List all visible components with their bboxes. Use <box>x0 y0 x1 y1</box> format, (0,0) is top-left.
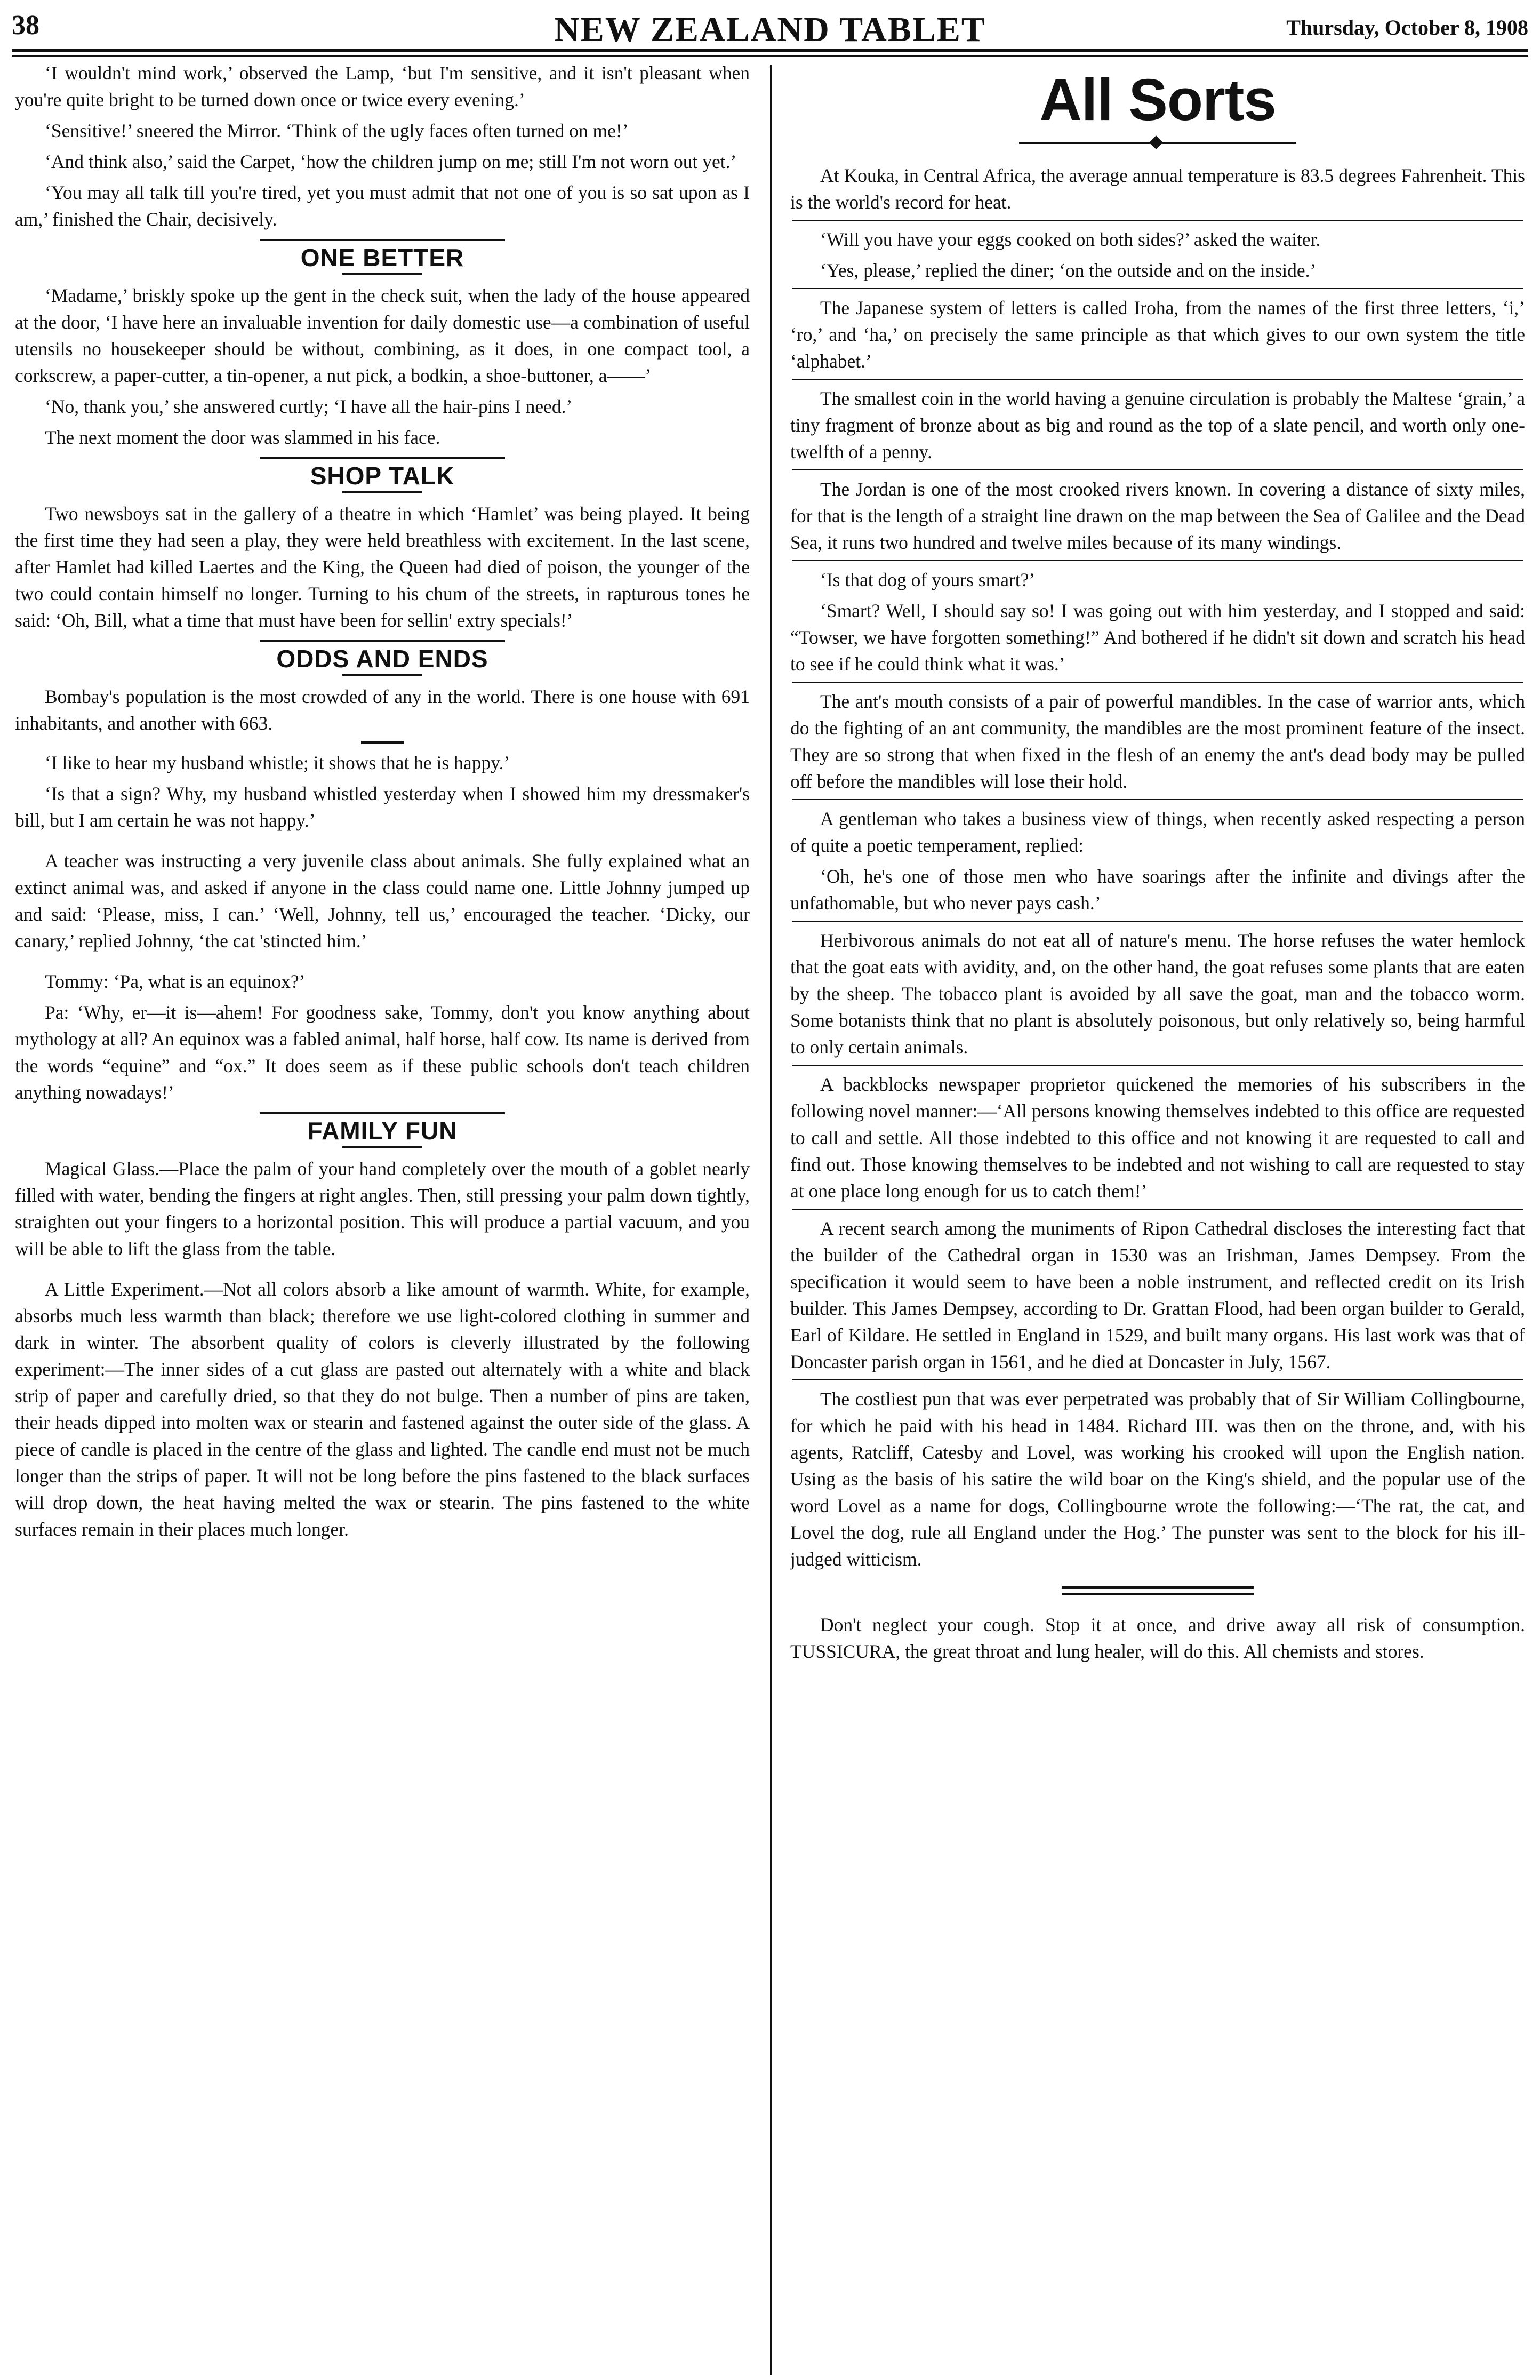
section-title: All Sorts <box>1039 67 1276 133</box>
paragraph: The Japanese system of letters is called Iroha, from the names of the first three letters, ‘i,’ ‘ro,’ and ‘ha,’ on precisely the same principle as that which gives to our own system the title ‘alphabet.’ <box>790 297 1525 372</box>
masthead <box>12 6 1528 50</box>
paragraph: The ant's mouth consists of a pair of powerful mandibles. In the case of warrior ants, which do the fighting of an ant community, the mandibles are the most prominent feature of the insect. They are so strong that when fixed in the flesh of an enemy the ant's dead body may be pulled off before the mandibles will lose their hold. <box>790 691 1525 792</box>
paragraph: Herbivorous animals do not eat all of nature's menu. The horse refuses the water hemlock that the goat eats with avidity, and, on the other hand, the goat refuses some plants that are eaten by the sheep. The tobacco plant is avoided by all save the goat, man and the tobacco worm. Some botanists think that no plant is absolutely poisonous, but only relatively so, being harmful to only certain animals. <box>790 930 1525 1058</box>
paragraph: Bombay's population is the most crowded of any in the world. There is one house with 691 inhabitants, and another with 663. <box>15 686 750 734</box>
paragraph: Two newsboys sat in the gallery of a theatre in which ‘Hamlet’ was being played. It being the first time they had seen a play, they were held breathless with excitement. In the last scene, after Hamlet had killed Laertes and the King, the Queen had died of poison, the younger of the two could contain himself no longer. Turning to his chum of the streets, in rapturous tones he said: ‘Oh, Bill, what a time that must have been for sellin' extry specials!’ <box>15 503 750 631</box>
paragraph: ‘Sensitive!’ sneered the Mirror. ‘Think of the ugly faces often turned on me!’ <box>45 120 629 141</box>
paragraph: The next moment the door was slammed in his face. <box>45 427 440 448</box>
paragraph: A teacher was instructing a very juvenile class about animals. She fully explained what an extinct animal was, and asked if anyone in the class could name one. Little Johnny jumped up and said: ‘Please, miss, I can.’ ‘Well, Johnny, tell us,’ encouraged the teacher. ‘Dicky, our canary,’ replied Johnny, ‘the cat 'stincted him.’ <box>15 850 750 952</box>
left-column <box>15 60 750 1547</box>
paragraph: ‘Oh, he's one of those men who have soarings after the infinite and divings after the unfathomable, but who never pays cash.’ <box>790 866 1525 914</box>
paragraph: A backblocks newspaper proprietor quickened the memories of his subscribers in the following novel manner:—‘All persons knowing themselves indebted to this office are requested to call and settle. All those indebted to this office and not knowing it are requested to call and find out. Those knowing themselves to be indebted and not wishing to call are requested to stay at one place long enough for us to catch them!’ <box>790 1074 1525 1202</box>
paragraph: The costliest pun that was ever perpetrated was probably that of Sir William Collingbourne, for which he paid with his head in 1484. Richard III. was then on the throne, and, with his agents, Ratcliff, Catesby and Lovel, was working his crooked will upon the English nation. Using as the basis of his satire the wild boar on the King's shield, and the popular use of the word Lovel as a name for dogs, Collingbourne wrote the following:—‘The rat, the cat, and Lovel the dog, rule all England under the Hog.’ The punster was sent to the block for his ill-judged witticism. <box>790 1388 1525 1570</box>
paragraph: A Little Experiment.—Not all colors absorb a like amount of warmth. White, for example, absorbs much less warmth than black; therefore we use light-colored clothing in summer and dark in winter. The absorbent quality of colors is cleverly illustrated by the following experiment:—The inner sides of a cut glass are pasted out alternately with a white and black strip of paper and carefully dried, so that they do not bulge. Then a number of pins are taken, their heads dipped into molten wax or stearin and fastened against the outer side of the glass. A piece of candle is placed in the centre of the glass and lighted. The candle end must not be much longer than the strips of paper. It will not be long before the pins fastened to the black surfaces will drop down, the heat having melted the wax or stearin. The pins fastened to the white surfaces remain in their places much longer. <box>15 1279 750 1540</box>
paragraph: ‘Smart? Well, I should say so! I was going out with him yesterday, and I stopped and said: “Towser, we have forgotten something!” And bothered if he didn't sit down and scratch his head to see if he could think what it was.’ <box>790 600 1525 675</box>
paragraph: Pa: ‘Why, er—it is—ahem! For goodness sake, Tommy, don't you know anything about mythology at all? An equinox was a fabled animal, half horse, half cow. Its name is derived from the words “equine” and “ox.” It does seem as if these public schools don't teach children anything nowadays!’ <box>15 1002 750 1103</box>
section-title: ODDS AND ENDS <box>276 645 488 673</box>
paragraph: ‘Is that dog of yours smart?’ <box>820 569 1036 590</box>
ornament-divider <box>1019 138 1296 148</box>
paragraph: A gentleman who takes a business view of things, when recently asked respecting a person of quite a poetic temperament, replied: <box>790 808 1525 856</box>
intro-story <box>15 60 750 233</box>
paragraph: ‘And think also,’ said the Carpet, ‘how the children jump on me; still I'm not worn out yet.’ <box>45 151 737 172</box>
section-title: ONE BETTER <box>300 244 464 271</box>
paragraph: A recent search among the muniments of Ripon Cathedral discloses the interesting fact that the builder of the Cathedral organ in 1530 was an Irishman, James Dempsey. From the specification it would seem to have been a noble instrument, and reflected credit on its Irish builder. This James Dempsey, according to Dr. Grattan Flood, had been organ builder to Gerald, Earl of Kildare. He settled in England in 1529, and built many organs. His last work was that of Doncaster parish organ in 1561, and he died at Doncaster in July, 1567. <box>790 1218 1525 1372</box>
section-heading-family-fun <box>15 1112 750 1148</box>
column-divider <box>770 65 772 2375</box>
paragraph: The smallest coin in the world having a genuine circulation is probably the Maltese ‘grain,’ a tiny fragment of bronze about as big and round as the top of a slate pencil, and worth only one-twelfth of a penny. <box>790 388 1525 462</box>
paragraph: ‘Is that a sign? Why, my husband whistled yesterday when I showed him my dressmaker's bill, but I am certain he was not happy.’ <box>15 783 750 831</box>
publication-title: NEW ZEALAND TABLET <box>554 10 986 49</box>
paragraph: ‘No, thank you,’ she answered curtly; ‘I have all the hair-pins I need.’ <box>45 396 573 417</box>
diamond-ornament-icon <box>1149 135 1162 149</box>
paragraph: At Kouka, in Central Africa, the average annual temperature is 83.5 degrees Fahrenheit. This is the world's record for heat. <box>790 165 1525 213</box>
paragraph: ‘You may all talk till you're tired, yet you must admit that not one of you is so sat upon as I am,’ finished the Chair, decisively. <box>15 182 750 230</box>
issue-date: Thursday, October 8, 1908 <box>1286 15 1528 39</box>
paragraph: ‘I like to hear my husband whistle; it shows that he is happy.’ <box>45 752 510 773</box>
masthead-rule <box>12 49 1528 52</box>
section-title: FAMILY FUN <box>307 1117 458 1145</box>
right-column <box>790 60 1525 1669</box>
masthead-rule-thin <box>12 55 1528 57</box>
paragraph: Tommy: ‘Pa, what is an equinox?’ <box>45 971 306 992</box>
all-sorts-heading <box>790 68 1525 132</box>
section-heading-shop-talk <box>15 457 750 493</box>
paragraph: ‘Will you have your eggs cooked on both sides?’ asked the waiter. <box>820 229 1321 250</box>
page-number: 38 <box>12 10 39 41</box>
double-rule <box>1062 1586 1254 1595</box>
separator-dash <box>361 741 404 744</box>
section-title: SHOP TALK <box>310 462 455 490</box>
section-heading-odds-and-ends <box>15 640 750 676</box>
paragraph: ‘Madame,’ briskly spoke up the gent in the check suit, when the lady of the house appeared at the door, ‘I have here an invaluable invention for daily domestic use—a combination of useful utensils no housekeeper should be without, combining, as it does, in one compact tool, a corkscrew, a paper-cutter, a tin-opener, a nut pick, a bodkin, a shoe-buttoner, a——’ <box>15 285 750 386</box>
section-heading-one-better <box>15 239 750 275</box>
paragraph: Magical Glass.—Place the palm of your hand completely over the mouth of a goblet nearly filled with water, bending the fingers at right angles. Then, still pressing your palm down tightly, straighten out your fingers to a horizontal position. This will produce a partial vacuum, and you will be able to lift the glass from the table. <box>15 1158 750 1259</box>
paragraph: ‘I wouldn't mind work,’ observed the Lamp, ‘but I'm sensitive, and it isn't pleasant when you're quite bright to be turned down once or twice every evening.’ <box>15 62 750 110</box>
advertisement: Don't neglect your cough. Stop it at once, and drive away all risk of consumption. TUSSICURA, the great throat and lung healer, will do this. All chemists and stores. <box>790 1614 1525 1662</box>
paragraph: The Jordan is one of the most crooked rivers known. In covering a distance of sixty miles, for that is the length of a straight line drawn on the map between the Sea of Galilee and the Dead Sea, it runs two hundred and twelve miles because of its many windings. <box>790 478 1525 553</box>
paragraph: ‘Yes, please,’ replied the diner; ‘on the outside and on the inside.’ <box>820 260 1317 281</box>
